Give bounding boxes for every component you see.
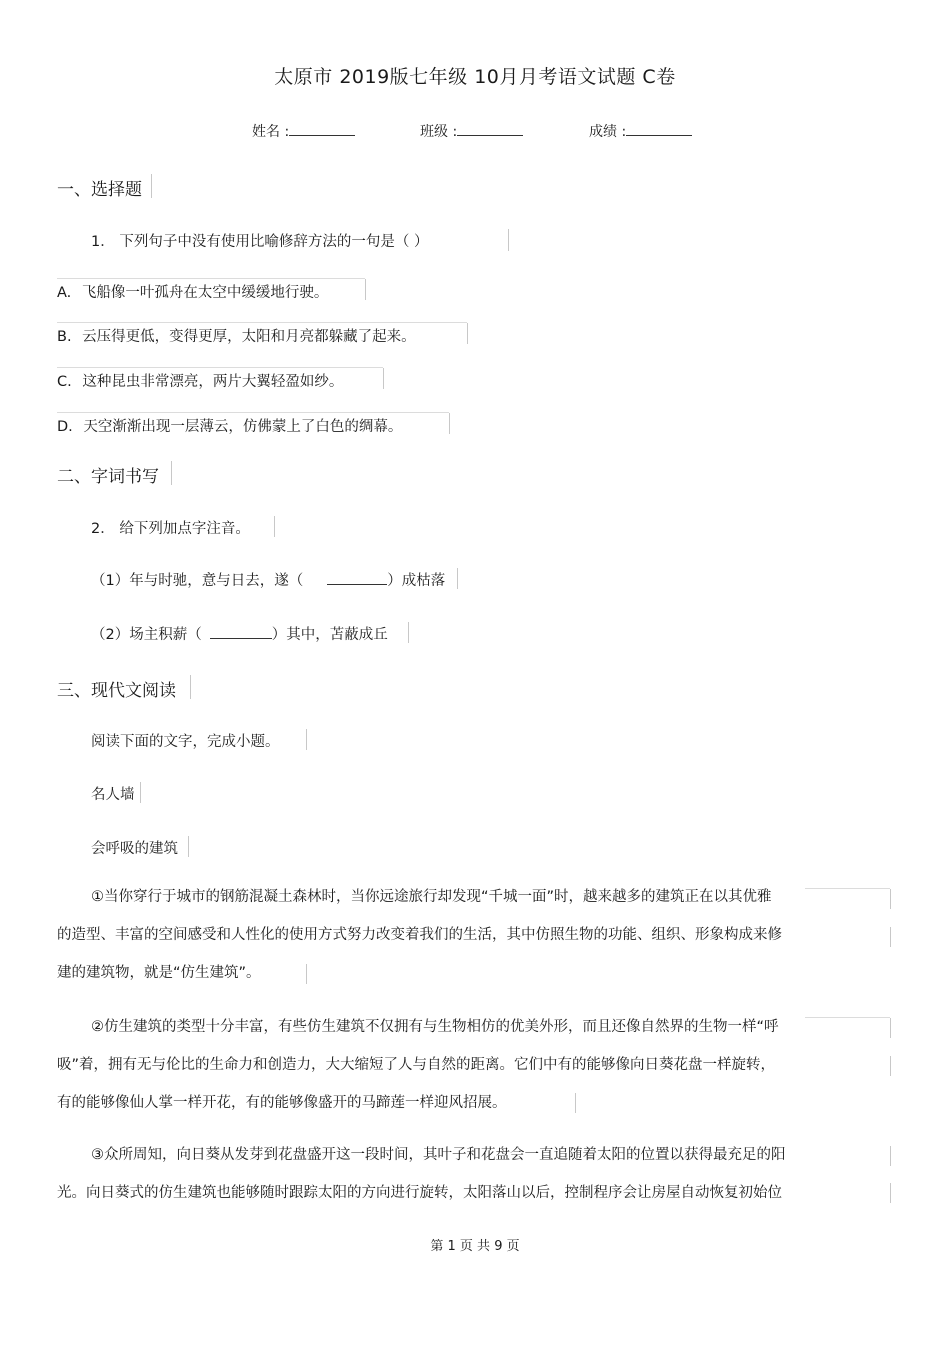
document-title: 太原市 2019版七年级 10月月考语文试题 C卷 bbox=[274, 66, 676, 88]
score-blank bbox=[626, 121, 692, 136]
section-heading: 一、选择题 bbox=[57, 180, 142, 200]
reading-intro: 阅读下面的文字，完成小题。 bbox=[91, 734, 280, 750]
option-letter: C. bbox=[57, 374, 72, 390]
option-a bbox=[57, 281, 328, 302]
text-box-edge bbox=[890, 927, 891, 947]
paragraph-line: 建的建筑物，就是“仿生建筑”。 bbox=[57, 965, 261, 981]
answer-blank bbox=[210, 624, 272, 639]
item-text: （1）年与时驰，意与日去，遂（ bbox=[91, 573, 304, 589]
column-title: 名人墙 bbox=[91, 787, 135, 803]
pinyin-item-1 bbox=[91, 569, 445, 590]
text-box-edge bbox=[188, 836, 189, 857]
option-b bbox=[57, 325, 416, 346]
text-box-edge bbox=[151, 174, 152, 198]
text-box-edge bbox=[140, 782, 141, 803]
paragraph-line: ③众所周知，向日葵从发芽到花盘盛开这一段时间，其叶子和花盘会一直追随着太阳的位置以获得最充足的阳 bbox=[91, 1147, 786, 1163]
class-label: 班级 : bbox=[420, 124, 458, 140]
text-box-edge bbox=[57, 367, 383, 368]
option-text: 这种昆虫非常漂亮，两片大翼轻盈如纱。 bbox=[82, 374, 344, 390]
text-box-edge bbox=[449, 413, 450, 434]
section-heading: 三、现代文阅读 bbox=[57, 681, 176, 701]
option-letter: D. bbox=[57, 419, 73, 435]
paragraph-line: 有的能够像仙人掌一样开花，有的能够像盛开的马蹄莲一样迎风招展。 bbox=[57, 1095, 507, 1111]
paragraph-2 bbox=[57, 1008, 779, 1122]
paragraph-line: 的造型、丰富的空间感受和人性化的使用方式努力改变着我们的生活，其中仿照生物的功能、组织、形象构成来修 bbox=[57, 927, 782, 943]
text-box-edge bbox=[171, 461, 172, 485]
item-text: ）成枯落 bbox=[387, 573, 446, 589]
text-box-edge bbox=[190, 675, 191, 699]
option-c bbox=[57, 370, 343, 391]
option-letter: B. bbox=[57, 329, 72, 345]
text-box-edge bbox=[306, 729, 307, 750]
name-blank bbox=[289, 121, 355, 136]
name-field bbox=[252, 121, 355, 141]
text-box-edge bbox=[890, 889, 891, 909]
text-box-edge bbox=[306, 964, 307, 984]
text-box-edge bbox=[57, 322, 467, 323]
text-box-edge bbox=[365, 279, 366, 300]
question-stem: 1． 下列句子中没有使用比喻修辞方法的一句是（ ） bbox=[91, 234, 429, 250]
text-box-edge bbox=[890, 1183, 891, 1203]
text-box-edge bbox=[408, 622, 409, 643]
option-d bbox=[57, 415, 402, 436]
item-text: （2）场主积薪（ bbox=[91, 627, 202, 643]
score-field bbox=[589, 121, 692, 141]
score-label: 成绩 : bbox=[589, 124, 627, 140]
text-box-edge bbox=[383, 368, 384, 389]
class-blank bbox=[457, 121, 523, 136]
name-label: 姓名 : bbox=[252, 124, 290, 140]
question-stem: 2． 给下列加点字注音。 bbox=[91, 521, 250, 537]
paragraph-1 bbox=[57, 878, 782, 992]
option-text: 天空渐渐出现一层薄云，仿佛蒙上了白色的绸幕。 bbox=[83, 419, 403, 435]
text-box-edge bbox=[805, 888, 890, 889]
text-box-edge bbox=[274, 516, 275, 537]
paragraph-line: 吸”着，拥有无与伦比的生命力和创造力，大大缩短了人与自然的距离。它们中有的能够像向日葵花盘一样旋转， bbox=[57, 1057, 776, 1073]
article-title: 会呼吸的建筑 bbox=[91, 841, 178, 857]
option-letter: A. bbox=[57, 285, 72, 301]
paragraph-line: 光。向日葵式的仿生建筑也能够随时跟踪太阳的方向进行旋转，太阳落山以后，控制程序会让房屋自动恢复初始位 bbox=[57, 1185, 782, 1201]
text-box-edge bbox=[508, 229, 509, 251]
paragraph-line: ②仿生建筑的类型十分丰富，有些仿生建筑不仅拥有与生物相仿的优美外形，而且还像自然界的生物一样“呼 bbox=[91, 1019, 779, 1035]
text-box-edge bbox=[467, 323, 468, 344]
option-text: 飞船像一叶孤舟在太空中缓缓地行驶。 bbox=[81, 285, 329, 301]
class-field bbox=[420, 121, 523, 141]
option-text: 云压得更低，变得更厚，太阳和月亮都躲藏了起来。 bbox=[82, 329, 416, 345]
page-number: 第 1 页 共 9 页 bbox=[430, 1239, 520, 1254]
answer-blank bbox=[327, 570, 387, 585]
pinyin-item-2 bbox=[91, 623, 388, 644]
text-box-edge bbox=[890, 1146, 891, 1166]
paragraph-line: ①当你穿行于城市的钢筋混凝土森林时，当你远途旅行却发现“千城一面”时，越来越多的建筑正在以其优雅 bbox=[91, 889, 772, 905]
item-text: ）其中，苫蔽成丘 bbox=[271, 627, 388, 643]
text-box-edge bbox=[890, 1056, 891, 1076]
text-box-edge bbox=[890, 1018, 891, 1038]
text-box-edge bbox=[457, 568, 458, 589]
section-heading: 二、字词书写 bbox=[57, 467, 159, 487]
text-box-edge bbox=[575, 1093, 576, 1113]
text-box-edge bbox=[805, 1017, 890, 1018]
text-box-edge bbox=[57, 278, 365, 279]
text-box-edge bbox=[57, 412, 449, 413]
paragraph-3 bbox=[57, 1136, 786, 1212]
